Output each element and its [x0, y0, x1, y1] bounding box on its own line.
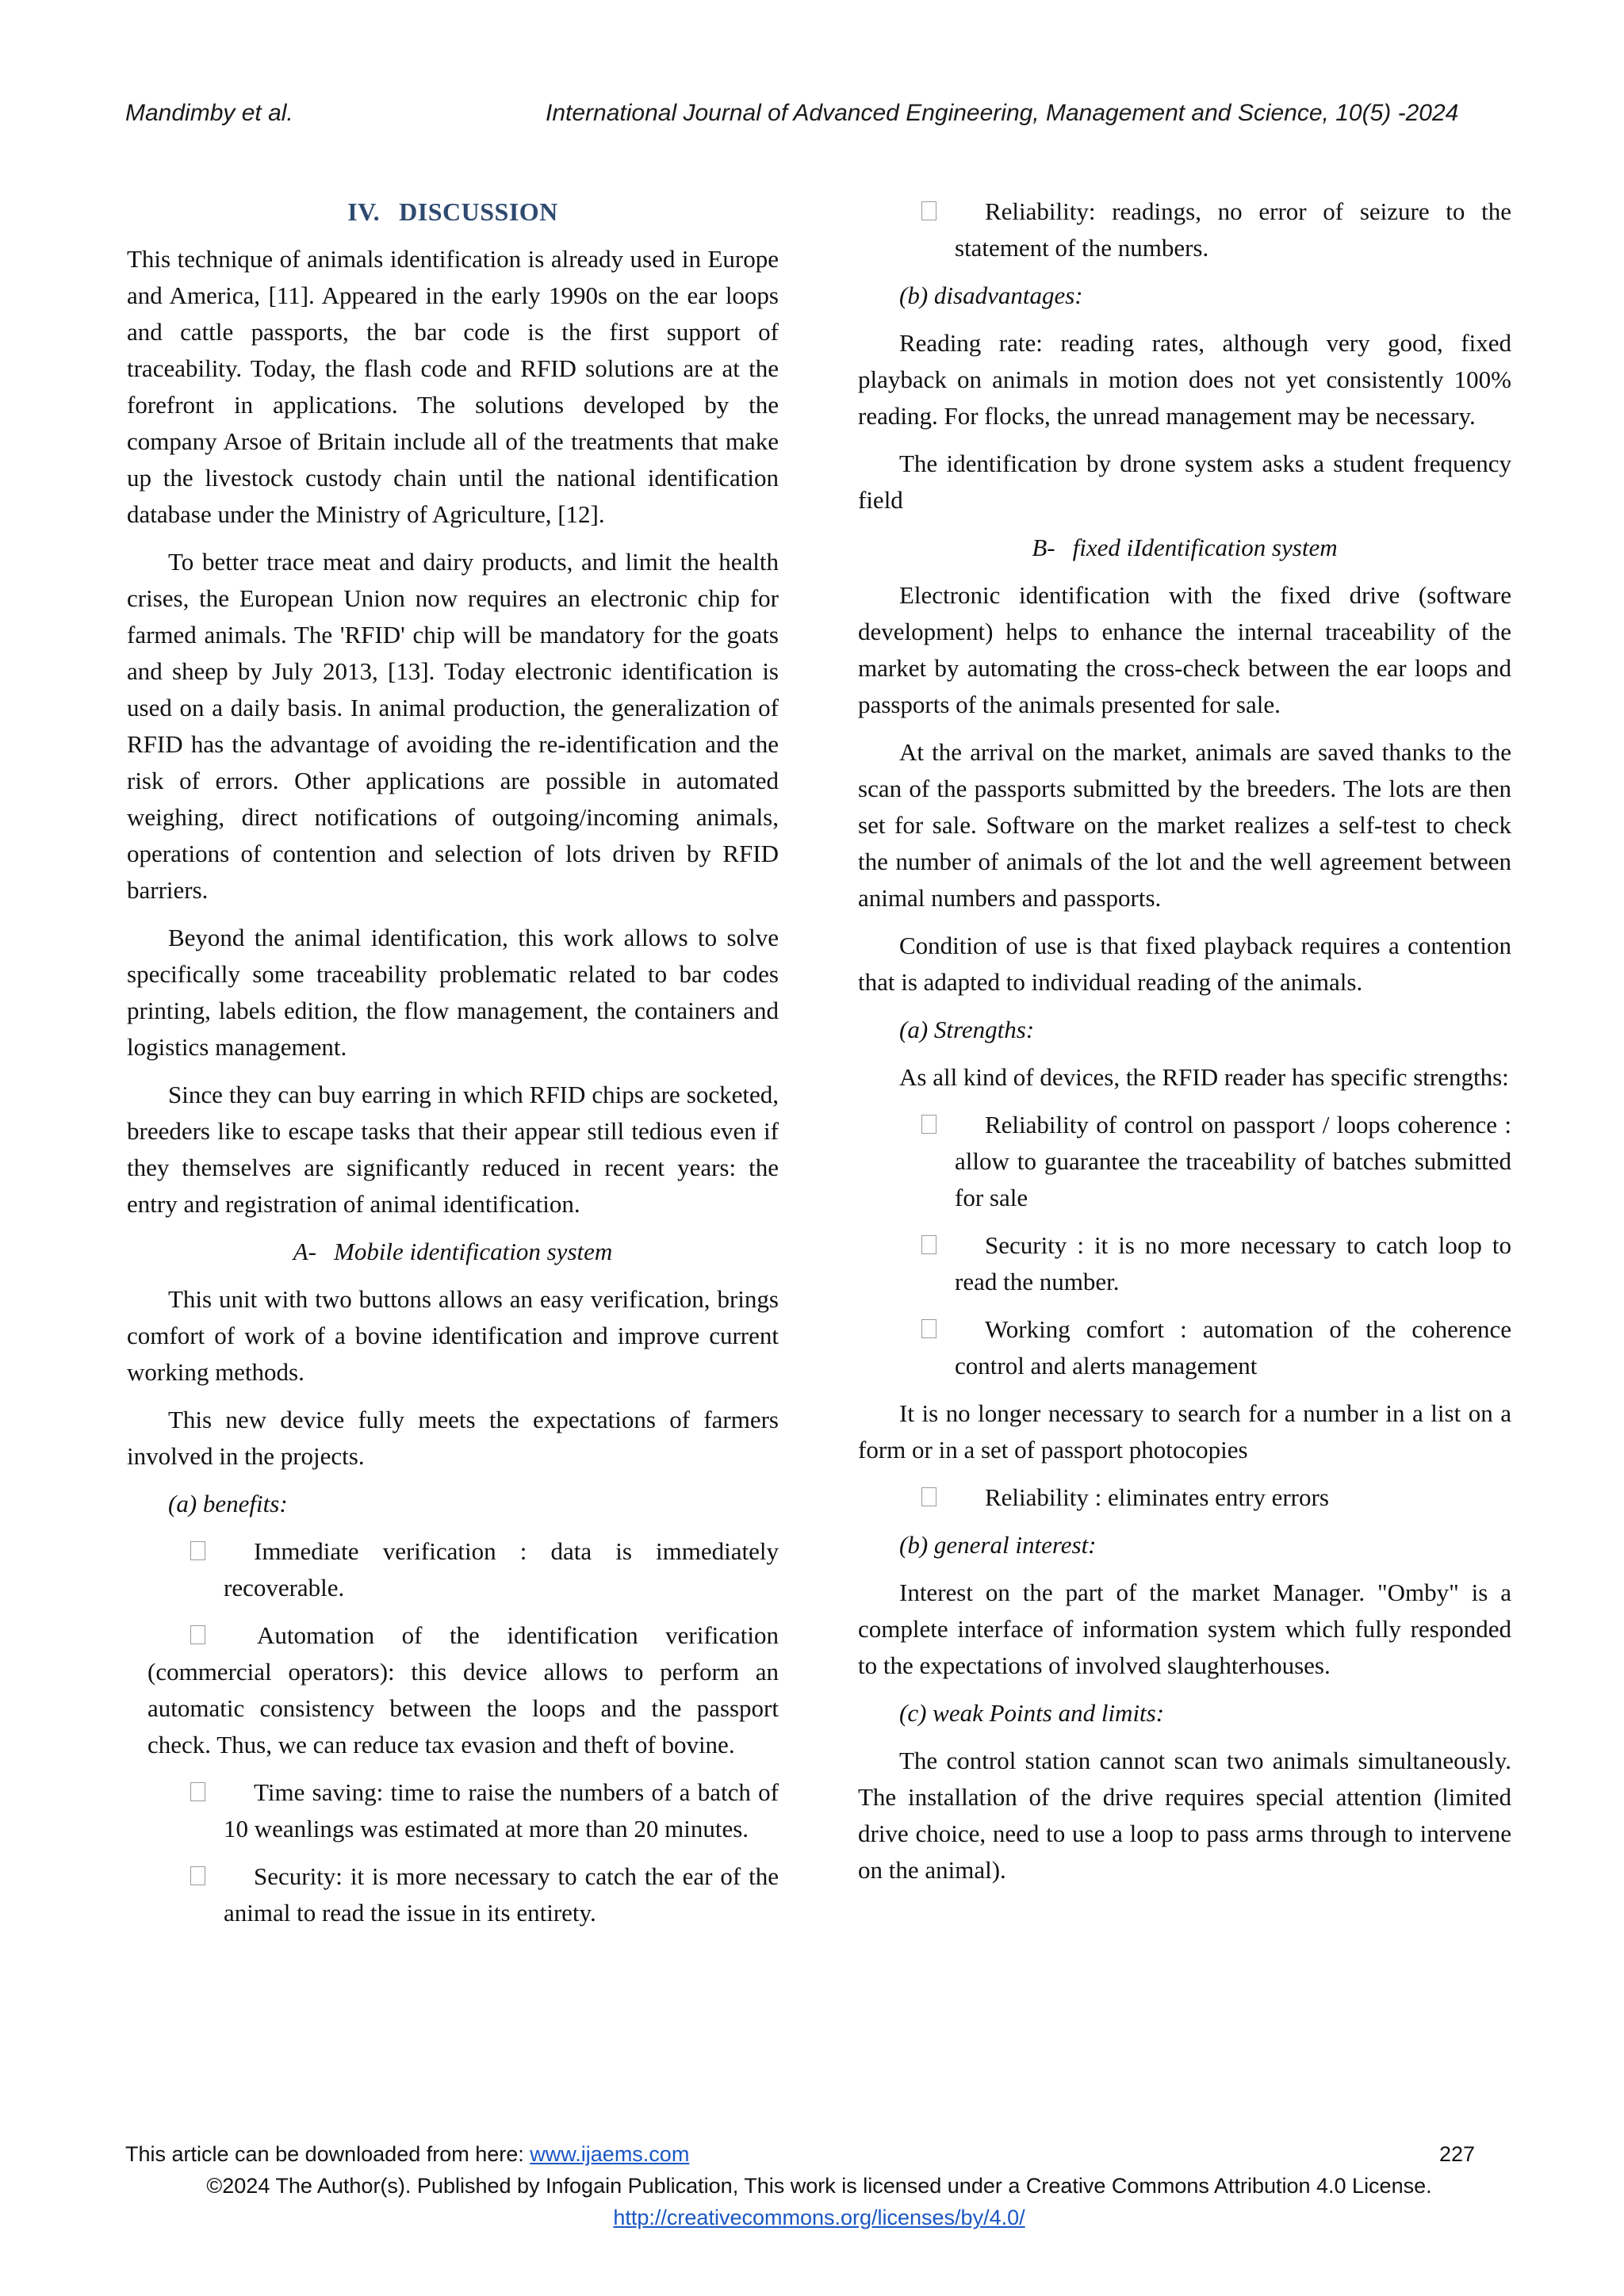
bullet-box-icon — [190, 1866, 205, 1885]
bullet-text: Immediate verification : data is immediately recoverable. — [224, 1537, 779, 1601]
subsection-letter: A- — [293, 1238, 316, 1265]
bullet-text: Reliability: readings, no error of seizure to the statement of the numbers. — [955, 197, 1511, 262]
bullet-text: Security: it is more necessary to catch the ear of the animal to read the issue in its entirety. — [224, 1862, 779, 1927]
paragraph: Condition of use is that fixed playback requires a contention that is adapted to individual reading of the animals. — [858, 932, 1511, 996]
bullet-item — [127, 1774, 779, 1847]
subsection-heading-b — [858, 530, 1511, 566]
paragraph: To better trace meat and dairy products, and limit the health crises, the European Union now requires an electronic chip for farmed animals. The 'RFID' chip will be mandatory for the goats and sheep by July 2013, [13]. Today electronic identification is used on a daily basis. In animal production, the generalization of RFID has the advantage of avoiding the re-identification and the risk of errors. Other applications are possible in automated weighing, direct notifications of outgoing/incoming animals, operations of contention and selection of lots driven by RFID barriers. — [127, 548, 779, 904]
bullet-text: Working comfort : automation of the coherence control and alerts management — [955, 1315, 1511, 1380]
left-column — [127, 193, 779, 1942]
header-journal-citation: International Journal of Advanced Engineering, Management and Science, 10(5) -2024 — [546, 100, 1459, 126]
paragraph: As all kind of devices, the RFID reader has specific strengths: — [899, 1063, 1509, 1091]
paragraph: The control station cannot scan two animals simultaneously. The installation of the drive requires special attention (limited drive choice, need to use a loop to pass arms through to intervene on the animal). — [858, 1747, 1511, 1884]
bullet-item — [858, 1311, 1511, 1384]
paragraph: The identification by drone system asks a student frequency field — [858, 450, 1511, 514]
header-authors: Mandimby et al. — [125, 100, 293, 126]
paragraph: Since they can buy earring in which RFID chips are socketed, breeders like to escape tasks that their appear still tedious even if they themselves are significantly reduced in recent years: the entry and registration of animal identification. — [127, 1081, 779, 1218]
bullet-box-icon — [921, 1487, 936, 1506]
bullet-text: Automation of the identification verification (commercial operators): this device allows to perform an automatic consistency between the loops and the passport check. Thus, we can reduce tax evasion and theft of bovine. — [147, 1621, 779, 1758]
bullet-item — [127, 1617, 779, 1763]
disadvantages-label: (b) disadvantages: — [899, 281, 1083, 309]
license-link[interactable]: http://creativecommons.org/licenses/by/4.0/ — [613, 2206, 1025, 2229]
bullet-box-icon — [190, 1625, 205, 1644]
bullet-text: Reliability : eliminates entry errors — [985, 1483, 1329, 1511]
bullet-box-icon — [190, 1541, 205, 1560]
page-footer — [125, 2138, 1513, 2233]
bullet-item — [858, 193, 1511, 266]
bullet-box-icon — [921, 1235, 936, 1254]
subsection-heading-a — [127, 1234, 779, 1270]
strengths-label: (a) Strengths: — [899, 1016, 1035, 1043]
bullet-box-icon — [921, 201, 936, 220]
section-number: IV. — [347, 197, 381, 226]
paragraph: Reading rate: reading rates, although very good, fixed playback on animals in motion does not yet consistently 100% reading. For flocks, the unread management may be necessary. — [858, 329, 1511, 430]
paragraph: This new device fully meets the expectations of farmers involved in the projects. — [127, 1406, 779, 1470]
bullet-item — [858, 1479, 1511, 1516]
paragraph: It is no longer necessary to search for a number in a list on a form or in a set of passport photocopies — [858, 1399, 1511, 1464]
journal-website-link[interactable]: www.ijaems.com — [530, 2142, 690, 2166]
paragraph: Interest on the part of the market Manager. "Omby" is a complete interface of information system which fully responded to the expectations of involved slaughterhouses. — [858, 1578, 1511, 1679]
bullet-box-icon — [921, 1115, 936, 1134]
bullet-item — [858, 1107, 1511, 1216]
page-number: 227 — [1438, 2142, 1475, 2166]
bullet-item — [858, 1227, 1511, 1300]
footer-license-line — [125, 2202, 1513, 2233]
bullet-box-icon — [921, 1319, 936, 1338]
footer-download-text: This article can be downloaded from here: — [125, 2142, 530, 2166]
paragraph: Electronic identification with the fixed drive (software development) helps to enhance the internal traceability of the market by automating the cross-check between the ear loops and passports of the animals presented for sale. — [858, 581, 1511, 718]
footer-license-text: ©2024 The Author(s). Published by Infogain Publication, This work is licensed under a Creative Commons Attribution 4.0 License. — [206, 2174, 1432, 2198]
subsection-letter: B- — [1032, 534, 1055, 561]
bullet-item — [127, 1858, 779, 1931]
bullet-text: Time saving: time to raise the numbers of a batch of 10 weanlings was estimated at more than 20 minutes. — [224, 1778, 779, 1843]
section-title: DISCUSSION — [399, 197, 558, 226]
bullet-text: Security : it is no more necessary to catch loop to read the number. — [955, 1231, 1511, 1295]
section-heading — [127, 193, 779, 230]
footer-download-line — [125, 2138, 1513, 2170]
bullet-item — [127, 1533, 779, 1606]
paragraph: This technique of animals identification is already used in Europe and America, [11]. Appeared in the early 1990s on the ear loops and cattle passports, the bar code is the first support of traceability. Today, the flash code and RFID solutions are at the forefront in applications. The solutions developed by the company Arsoe of Britain include all of the treatments that make up the livestock custody chain until the national identification database under the Ministry of Agriculture, [12]. — [127, 245, 779, 528]
benefits-label: (a) benefits: — [168, 1490, 288, 1517]
general-interest-label: (b) general interest: — [899, 1531, 1097, 1559]
paragraph: Beyond the animal identification, this work allows to solve specifically some traceability problematic related to bar codes printing, labels edition, the flow management, the containers and logistics management. — [127, 924, 779, 1061]
right-column — [858, 193, 1511, 1900]
bullet-box-icon — [190, 1782, 205, 1801]
subsection-title: fixed iIdentification system — [1072, 534, 1338, 561]
paragraph: At the arrival on the market, animals are saved thanks to the scan of the passports submitted by the breeders. The lots are then set for sale. Software on the market realizes a self-test to check the number of animals of the lot and the well agreement between animal numbers and passports. — [858, 738, 1511, 912]
bullet-text: Reliability of control on passport / loops coherence : allow to guarantee the traceability of batches submitted for sale — [955, 1111, 1511, 1211]
paragraph: This unit with two buttons allows an easy verification, brings comfort of work of a bovine identification and improve current working methods. — [127, 1285, 779, 1386]
weak-points-label: (c) weak Points and limits: — [899, 1699, 1165, 1727]
subsection-title: Mobile identification system — [334, 1238, 613, 1265]
